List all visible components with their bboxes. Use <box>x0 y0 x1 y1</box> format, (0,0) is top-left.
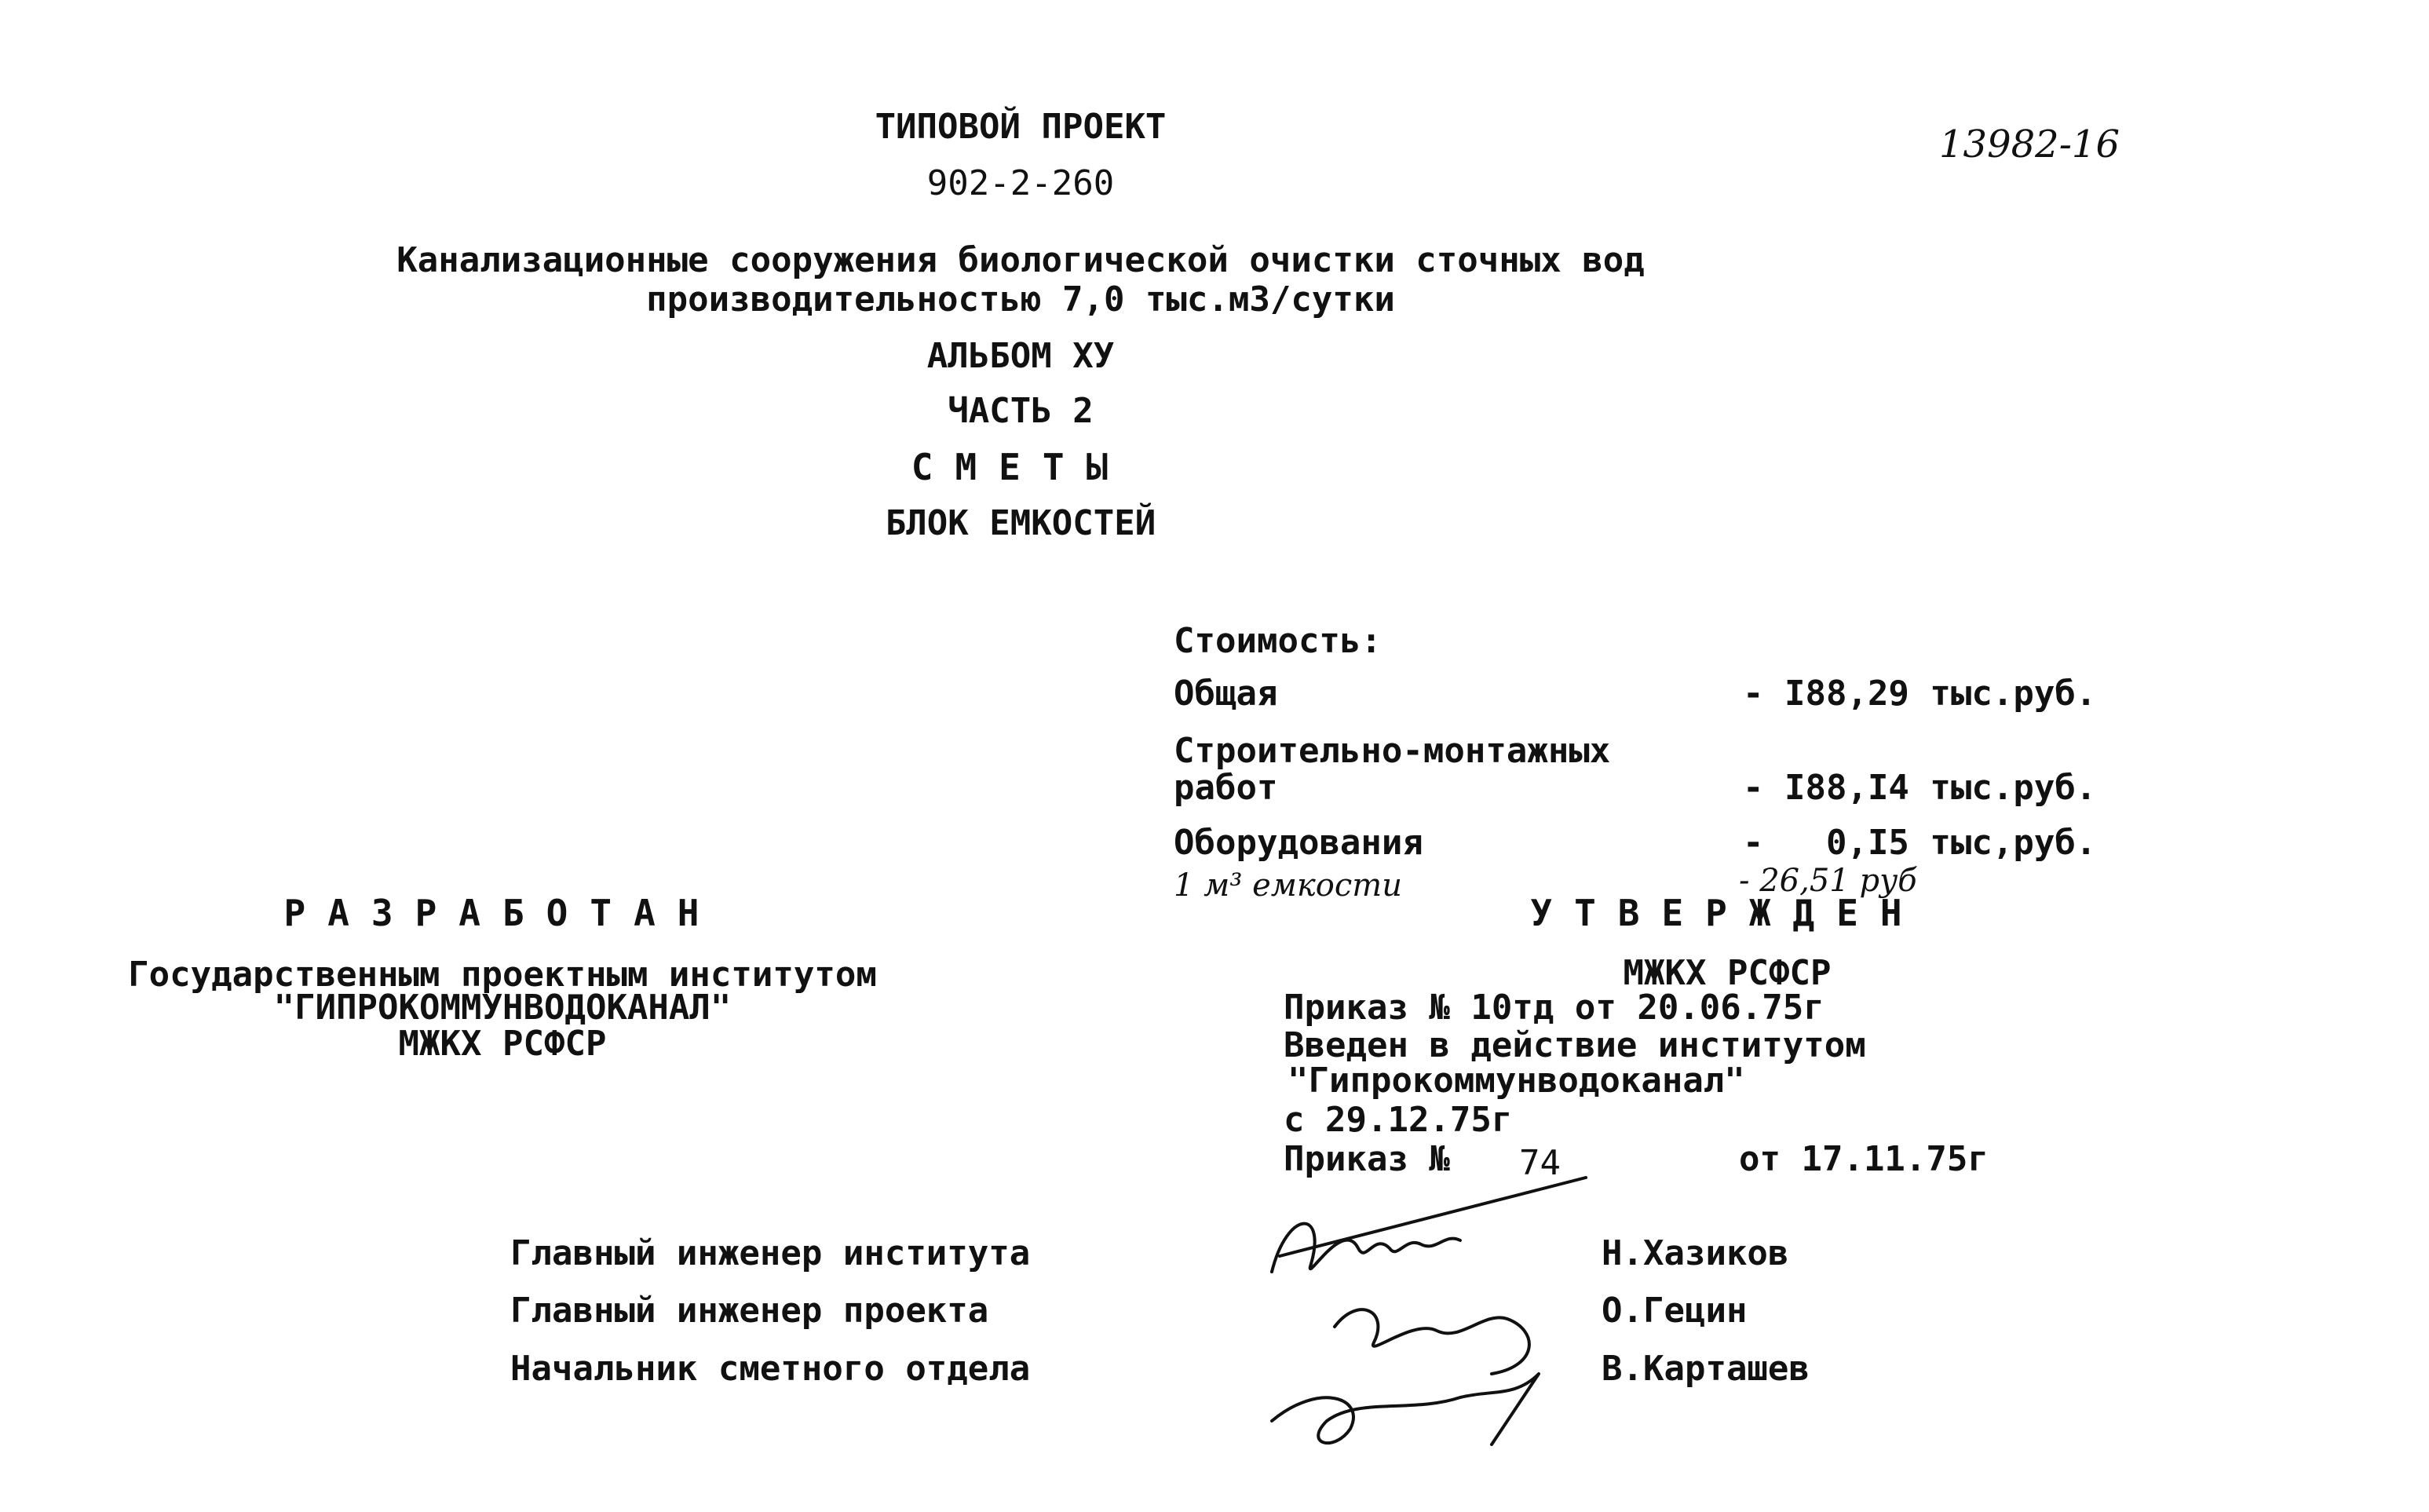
developed-institute-name: "ГИПРОКОММУНВОДОКАНАЛ" <box>273 988 732 1028</box>
approved-order-2-number: 74 <box>1519 1143 1561 1183</box>
developed-heading: РАЗРАБОТАН <box>283 892 721 934</box>
cost-construction-label-2: работ <box>1174 768 1278 808</box>
archive-number: 13982-16 <box>1939 122 2120 166</box>
block-label: БЛОК ЕМКОСТЕЙ <box>885 503 1156 543</box>
part-label: ЧАСТЬ 2 <box>948 391 1094 431</box>
signatory-role-3: Начальник сметного отдела <box>510 1349 1031 1389</box>
approved-order-2-date: от 17.11.75г <box>1739 1139 1989 1179</box>
signatures-handwritten <box>1256 1162 1602 1460</box>
signature-stroke-4 <box>1272 1374 1539 1444</box>
project-number: 902-2-260 <box>926 163 1115 203</box>
signature-stroke-1 <box>1272 1224 1460 1272</box>
signatory-name-3: В.Карташев <box>1602 1349 1810 1389</box>
approved-enacted-date: с 29.12.75г <box>1284 1100 1513 1140</box>
subject-line-2: производительностью 7,0 тыс.м3/сутки <box>646 279 1395 320</box>
approved-heading: УТВЕРЖДЕН <box>1530 892 1924 934</box>
signatory-role-2: Главный инженер проекта <box>510 1291 989 1331</box>
cost-heading: Стоимость: <box>1174 621 1382 661</box>
signatory-name-1: Н.Хазиков <box>1602 1233 1789 1273</box>
cost-construction-label: Строительно-монтажных <box>1174 731 1611 771</box>
album-label: АЛЬБОМ ХУ <box>926 336 1115 376</box>
cost-total-value: - I88,29 тыс.руб. <box>1743 674 2097 714</box>
approved-enacted: Введен в действие институтом <box>1284 1025 1866 1065</box>
signatory-role-1: Главный инженер института <box>510 1233 1031 1273</box>
cost-construction-value: - I88,I4 тыс.руб. <box>1743 768 2097 808</box>
document-title: ТИПОВОЙ ПРОЕКТ <box>875 107 1167 147</box>
developed-institute: Государственным проектным институтом <box>128 955 877 995</box>
developed-ministry: МЖКХ РСФСР <box>398 1024 607 1064</box>
signatory-name-2: О.Гецин <box>1602 1291 1748 1331</box>
signature-stroke-3 <box>1335 1309 1529 1374</box>
approved-enacted-institute: "Гипрокоммунводоканал" <box>1288 1061 1745 1101</box>
approved-order-1: Приказ № 10тд от 20.06.75г <box>1284 988 1824 1028</box>
cost-equipment-label: Оборудования <box>1174 823 1423 863</box>
cost-total-label: Общая <box>1174 674 1278 714</box>
approved-order-2-prefix: Приказ № <box>1284 1139 1450 1179</box>
cost-equipment-value: - 0,I5 тыс,руб. <box>1743 823 2097 863</box>
subject-line-1: Канализационные сооружения биологической очистки сточных вод <box>396 240 1645 280</box>
approved-org: МЖКХ РСФСР <box>1623 953 1832 993</box>
cost-per-m3-value: - 26,51 руб <box>1739 863 1917 899</box>
cost-per-m3-label: 1 м³ емкости <box>1174 867 1402 904</box>
document-type: СМЕТЫ <box>911 446 1130 488</box>
